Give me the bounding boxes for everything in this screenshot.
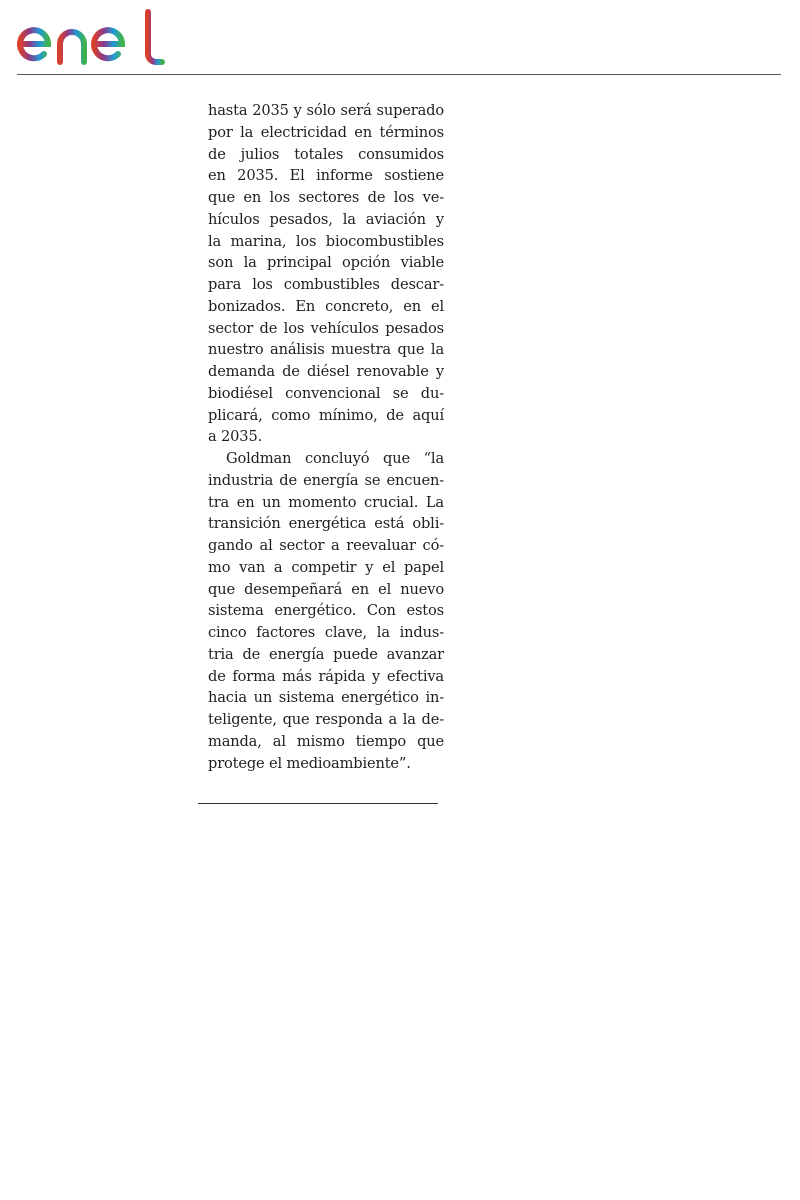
header-divider: [17, 74, 781, 75]
text-line: cinco factores clave, la indus-: [208, 624, 444, 641]
text-line: transición energética está obli-: [208, 515, 444, 533]
text-line: son la principal opción viable: [208, 254, 444, 272]
text-line: que en los sectores de los ve-: [208, 189, 444, 206]
text-line: industria de energía se encuen-: [208, 471, 444, 489]
text-line: para los combustibles descar-: [208, 276, 444, 293]
text-line: sistema energético. Con estos: [208, 602, 444, 620]
text-line: de julios totales consumidos: [208, 145, 444, 163]
text-line: por la electricidad en términos: [208, 123, 444, 141]
text-line: de forma más rápida y efectiva: [208, 667, 444, 685]
text-line: la marina, los biocombustibles: [208, 232, 444, 250]
text-line: biodiésel convencional se du-: [208, 384, 444, 402]
text-line: sector de los vehículos pesados: [208, 319, 444, 337]
article-end-divider: [198, 803, 438, 804]
text-line: teligente, que responda a la de-: [208, 711, 444, 728]
text-line: protege el medioambiente”.: [208, 754, 411, 772]
text-line: plicará, como mínimo, de aquí: [208, 406, 444, 424]
text-line: manda, al mismo tiempo que: [208, 732, 444, 750]
enel-logo-mark: [14, 6, 174, 68]
enel-logo: [14, 6, 174, 68]
text-line: hículos pesados, la aviación y: [208, 210, 444, 228]
text-line: nuestro análisis muestra que la: [208, 341, 444, 359]
article-column: [208, 100, 444, 774]
article-paragraph-1: [208, 100, 444, 448]
text-line: a 2035.: [208, 428, 263, 446]
text-line: tra en un momento crucial. La: [208, 493, 444, 511]
text-line: tria de energía puede avanzar: [208, 645, 444, 663]
text-line: gando al sector a reevaluar có-: [208, 537, 444, 554]
text-line: hasta 2035 y sólo será superado: [208, 102, 444, 119]
text-line: en 2035. El informe sostiene: [208, 167, 444, 185]
text-line: hacia un sistema energético in-: [208, 689, 444, 707]
text-line: Goldman concluyó que “la: [226, 450, 444, 467]
text-line: bonizados. En concreto, en el: [208, 297, 444, 315]
text-line: que desempeñará en el nuevo: [208, 580, 444, 598]
text-line: demanda de diésel renovable y: [208, 363, 444, 380]
article-paragraph-2: [208, 448, 444, 774]
text-line: mo van a competir y el papel: [208, 558, 444, 576]
